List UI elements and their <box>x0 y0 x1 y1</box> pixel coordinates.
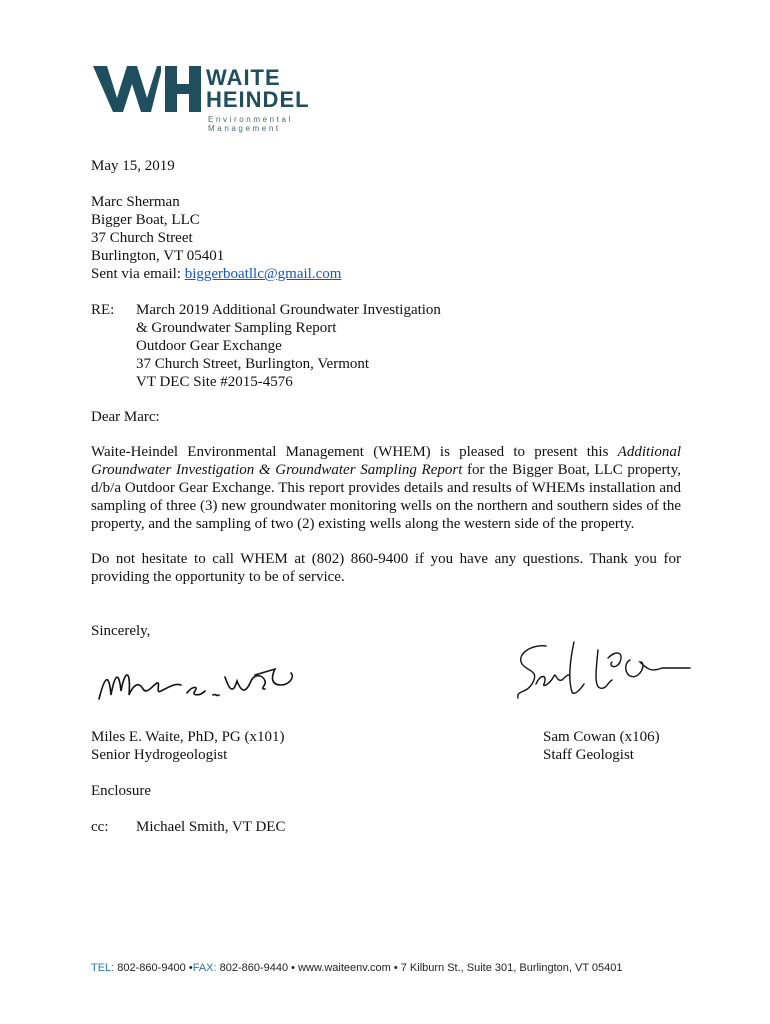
report-title-italic: Additional Groundwater Investigation & Groundwater Sampling Report <box>91 444 681 478</box>
footer-tel: 802-860-9400 • <box>114 962 193 974</box>
salutation: Dear Marc: <box>91 409 160 425</box>
signer-name: Miles E. Waite, PhD, PG (x101) <box>91 729 285 745</box>
signer-2-block <box>543 728 660 764</box>
wh-logo-mark-icon <box>93 64 201 114</box>
logo-tagline: Environmental Management <box>208 115 293 133</box>
company-logo <box>93 64 353 133</box>
re-line: & Groundwater Sampling Report <box>136 320 337 336</box>
recipient-street: 37 Church Street <box>91 230 193 246</box>
body-paragraph-2: Do not hesitate to call WHEM at (802) 860-9400 if you have any questions. Thank you for providing the opportunity to be of service. <box>91 551 681 585</box>
footer-fax-and-address: 802-860-9440 • www.waiteenv.com • 7 Kilburn St., Suite 301, Burlington, VT 05401 <box>216 962 623 974</box>
re-subject-block <box>136 301 441 391</box>
signer-name: Sam Cowan (x106) <box>543 729 660 745</box>
re-line: Outdoor Gear Exchange <box>136 338 282 354</box>
enclosure-note: Enclosure <box>91 783 151 799</box>
recipient-city: Burlington, VT 05401 <box>91 248 225 264</box>
re-line: 37 Church Street, Burlington, Vermont <box>136 356 370 372</box>
body-text: Waite-Heindel Environmental Management (WHEM) is pleased to present this <box>91 444 618 460</box>
signature-miles-waite-icon <box>95 655 300 705</box>
letter-date: May 15, 2019 <box>91 158 175 174</box>
sent-via-label: Sent via email: <box>91 266 185 282</box>
signer-title: Senior Hydrogeologist <box>91 747 228 763</box>
re-label: RE: <box>91 302 115 318</box>
recipient-block <box>91 193 341 283</box>
footer-tel-label: TEL: <box>91 962 115 974</box>
recipient-company: Bigger Boat, LLC <box>91 212 200 228</box>
footer-fax-label: FAX: <box>192 962 217 974</box>
letterhead-footer <box>91 962 691 974</box>
signature-sam-cowan-icon <box>512 640 692 712</box>
cc-recipient: Michael Smith, VT DEC <box>136 819 286 835</box>
body-paragraph-1 <box>91 443 681 533</box>
logo-word-heindel: HEINDEL <box>206 87 310 112</box>
cc-label: cc: <box>91 819 109 835</box>
recipient-sent-line <box>91 265 341 283</box>
signer-title: Staff Geologist <box>543 747 634 763</box>
logo-word-waite: WAITE <box>206 65 281 90</box>
signer-1-block <box>91 728 285 764</box>
closing: Sincerely, <box>91 623 151 639</box>
re-line: VT DEC Site #2015-4576 <box>136 374 293 390</box>
body-text: for the Bigger Boat, LLC property, d/b/a Outdoor Gear Exchange. This report provides details and results of WHEMs installation and sampling of three (3) new groundwater monitoring wells on the northern and southern sides of the property, and the sampling of two (2) existing wells along the western side of the property. <box>91 462 681 532</box>
recipient-name: Marc Sherman <box>91 194 180 210</box>
recipient-email-link[interactable]: biggerboatllc@gmail.com <box>184 266 342 282</box>
re-line: March 2019 Additional Groundwater Investigation <box>136 302 441 318</box>
